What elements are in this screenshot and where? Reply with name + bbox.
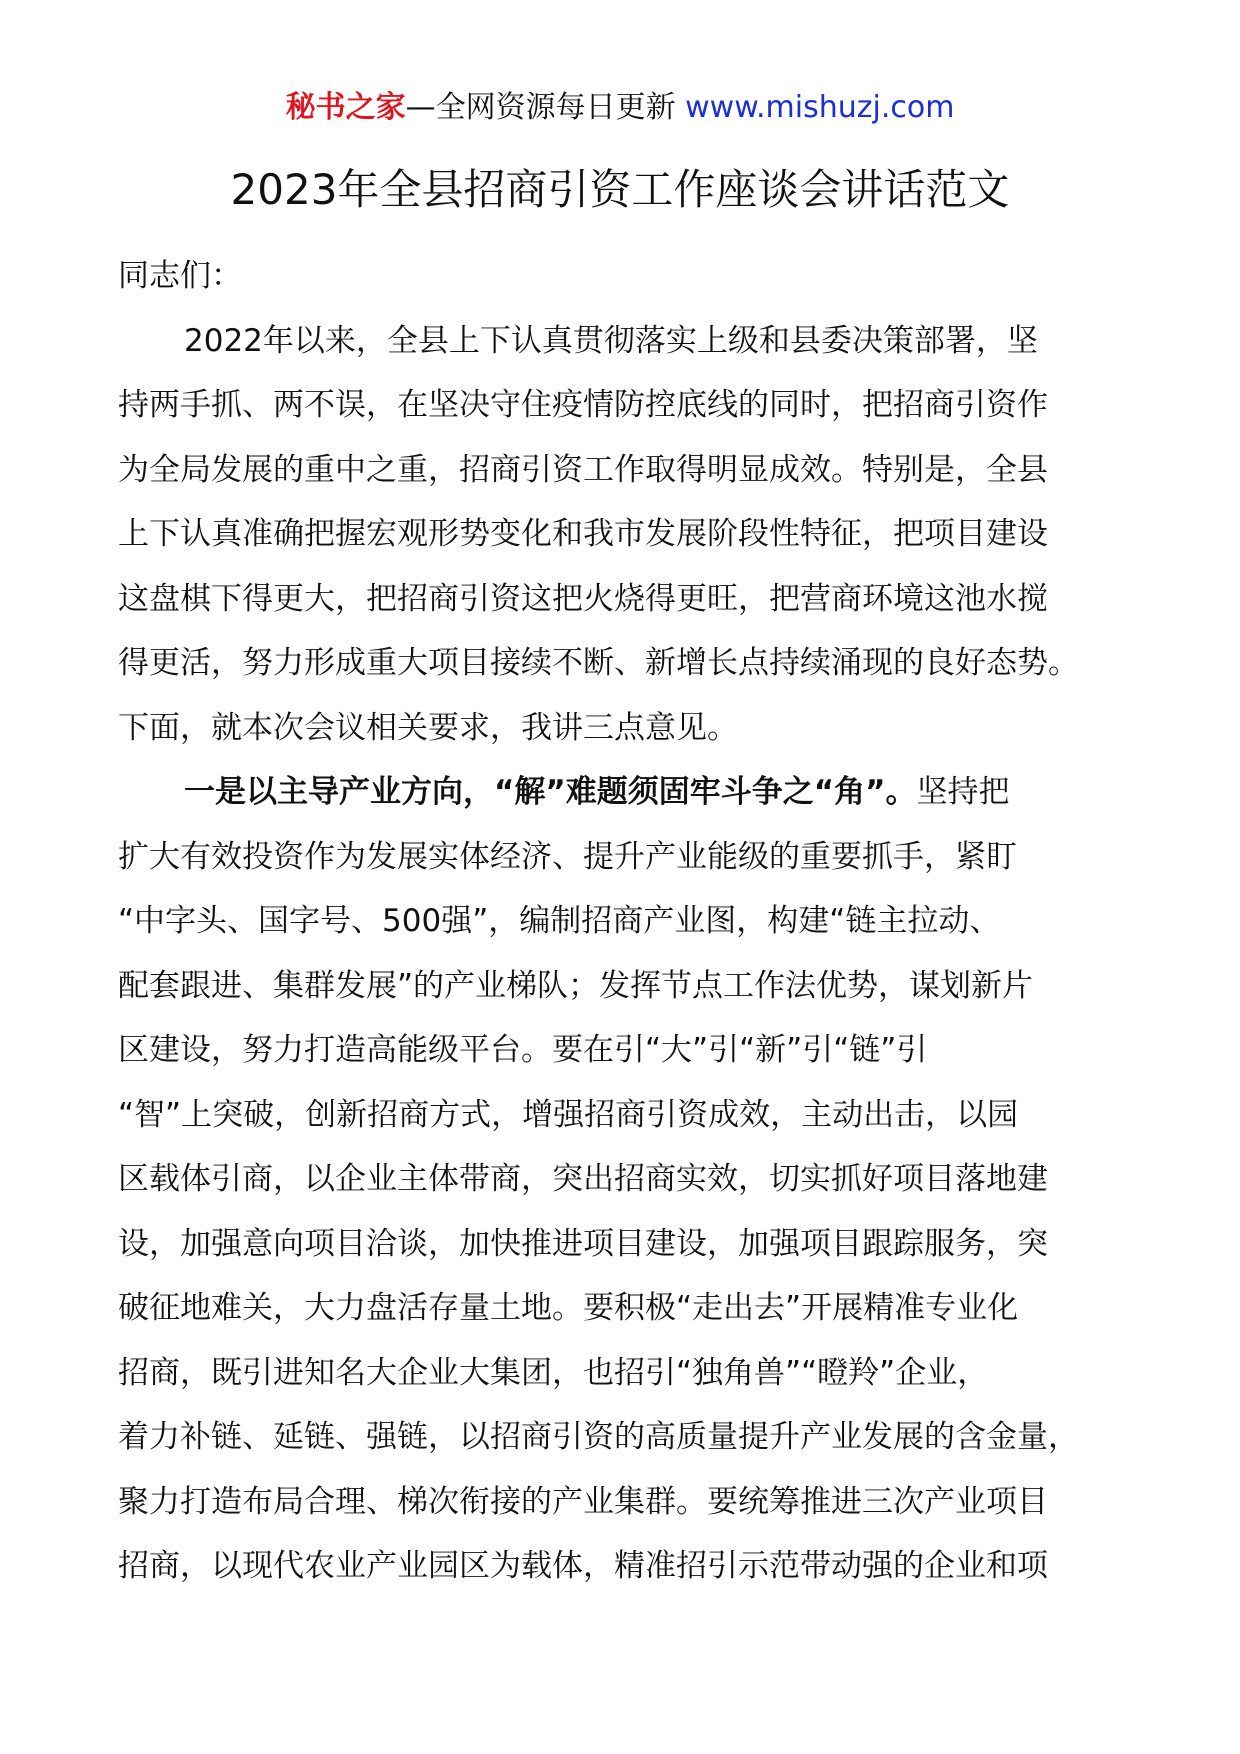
paragraph-line: 持两手抓、两不误，在坚决守住疫情防控底线的同时，把招商引资作: [118, 387, 1048, 423]
paragraph-line: 设，加强意向项目洽谈，加快推进项目建设，加强项目跟踪服务，突: [118, 1225, 1048, 1262]
paragraph-line: 招商，既引进知名大企业大集团，也招引“独角兽”“瞪羚”企业，: [118, 1354, 989, 1391]
site-banner: [0, 88, 1240, 128]
section-text: 坚持把: [916, 774, 1010, 810]
section-heading: 一是以主导产业方向，“解”难题须固牢斗争之“角”。: [184, 774, 917, 810]
paragraph-line: 区建设，努力打造高能级平台。要在引“大”引“新”引“链”引: [118, 1032, 928, 1068]
paragraph-line: 为全局发展的重中之重，招商引资工作取得明显成效。特别是，全县: [118, 451, 1048, 488]
paragraph-line: 破征地难关，大力盘活存量土地。要积极“走出去”开展精准专业化: [118, 1290, 1019, 1326]
paragraph-line: 得更活，努力形成重大项目接续不断、新增长点持续涌现的良好态势。: [118, 645, 1079, 681]
banner-tagline: —全网资源每日更新: [405, 90, 686, 125]
section-heading-line: [118, 760, 1128, 825]
paragraph-line: “智”上突破，创新招商方式，增强招商引资成效，主动出击，以园: [118, 1096, 1019, 1133]
paragraph-line: 配套跟进、集群发展”的产业梯队；发挥节点工作法优势，谋划新片: [118, 967, 1034, 1004]
paragraph-line: 扩大有效投资作为发展实体经济、提升产业能级的重要抓手，紧盯: [118, 838, 1017, 875]
paragraph-line: 招商，以现代农业产业园区为载体，精准招引示范带动强的企业和项: [118, 1548, 1048, 1584]
paragraph-line: 上下认真准确把握宏观形势变化和我市发展阶段性特征，把项目建设: [118, 516, 1048, 552]
document-body: [118, 244, 1128, 1599]
banner-brand: 秘书之家: [285, 90, 406, 125]
document-title: 2023年全县招商引资工作座谈会讲话范文: [230, 165, 1010, 214]
paragraph-line: “中字头、国字号、500强”，编制招商产业图，构建“链主拉动、: [118, 903, 1001, 939]
paragraph-line: 区载体引商，以企业主体带商，突出招商实效，切实抓好项目落地建: [118, 1161, 1048, 1197]
paragraph-line: 2022年以来，全县上下认真贯彻落实上级和县委决策部署，坚: [184, 322, 1038, 359]
banner-url-link[interactable]: www.mishuzj.com: [685, 90, 955, 125]
paragraph-line: 下面，就本次会议相关要求，我讲三点意见。: [118, 709, 738, 746]
salutation: 同志们：: [118, 258, 242, 294]
paragraph-line: 着力补链、延链、强链，以招商引资的高质量提升产业发展的含金量，: [118, 1419, 1079, 1455]
paragraph-line: 这盘棋下得更大，把招商引资这把火烧得更旺，把营商环境这池水搅: [118, 580, 1048, 617]
paragraph-line: 聚力打造布局合理、梯次衔接的产业集群。要统筹推进三次产业项目: [118, 1483, 1048, 1520]
